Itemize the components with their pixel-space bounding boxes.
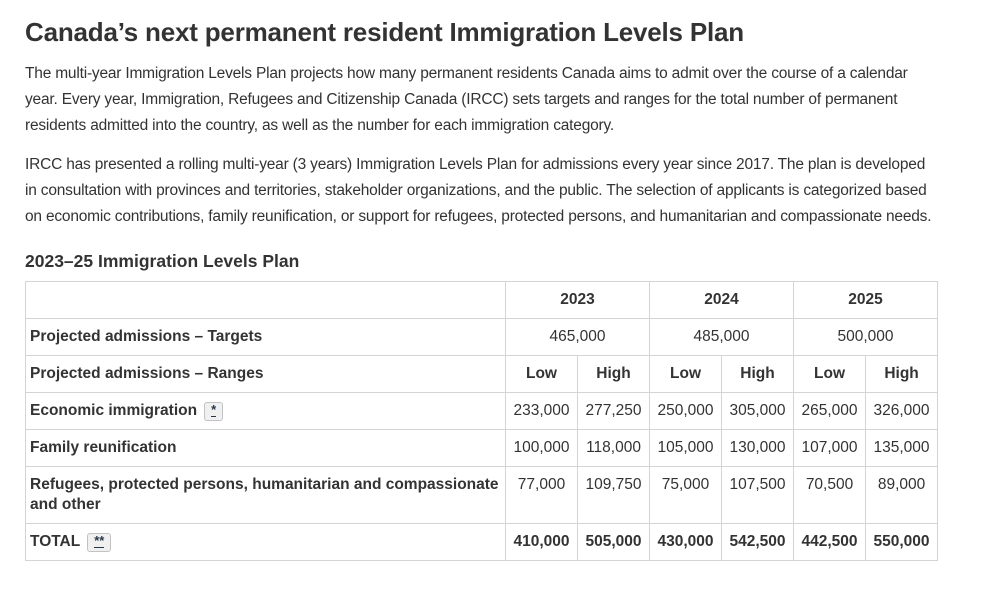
total-footnote-button[interactable]: [87, 533, 111, 552]
total-2024-low: 430,000: [650, 524, 722, 561]
range-head-2023-high: High: [578, 356, 650, 393]
refugees-2024-low: 75,000: [650, 467, 722, 524]
refugees-2023-low: 77,000: [506, 467, 578, 524]
refugees-2024-high: 107,500: [722, 467, 794, 524]
refugees-2025-high: 89,000: [866, 467, 938, 524]
economic-2023-low: 233,000: [506, 393, 578, 430]
economic-2024-high: 305,000: [722, 393, 794, 430]
range-head-2024-low: Low: [650, 356, 722, 393]
total-label: TOTAL: [30, 533, 81, 550]
economic-2025-high: 326,000: [866, 393, 938, 430]
range-head-2023-low: Low: [506, 356, 578, 393]
table-row-years: [26, 282, 938, 319]
range-head-2024-high: High: [722, 356, 794, 393]
family-2023-high: 118,000: [578, 430, 650, 467]
row-label-economic: [26, 393, 506, 430]
total-2024-high: 542,500: [722, 524, 794, 561]
family-2023-low: 100,000: [506, 430, 578, 467]
empty-corner-cell: [26, 282, 506, 319]
economic-2025-low: 265,000: [794, 393, 866, 430]
table-row-family: [26, 430, 938, 467]
economic-2023-high: 277,250: [578, 393, 650, 430]
total-2023-high: 505,000: [578, 524, 650, 561]
total-2025-high: 550,000: [866, 524, 938, 561]
row-label-refugees: Refugees, protected persons, humanitarian and compassionate and other: [26, 467, 506, 524]
row-label-total: [26, 524, 506, 561]
range-head-2025-high: High: [866, 356, 938, 393]
family-2025-low: 107,000: [794, 430, 866, 467]
immigration-levels-table: [25, 281, 938, 561]
page-title: Canada’s next permanent resident Immigration Levels Plan: [25, 17, 744, 47]
economic-2024-low: 250,000: [650, 393, 722, 430]
asterisk-icon: *: [211, 402, 217, 417]
family-2024-high: 130,000: [722, 430, 794, 467]
target-2023: 465,000: [506, 319, 650, 356]
intro-paragraph-2: IRCC has presented a rolling multi-year (3 years) Immigration Levels Plan for admissions every year since 2017. The plan is developed in consultation with provinces and territories, stakeholder organizations, and the public. The selection of applicants is categorized based on economic contributions, family reunification, or support for refugees, protected persons, and humanitarian and compassionate needs.: [25, 156, 932, 225]
double-asterisk-icon: **: [94, 533, 105, 548]
refugees-2025-low: 70,500: [794, 467, 866, 524]
total-2023-low: 410,000: [506, 524, 578, 561]
row-label-ranges: Projected admissions – Ranges: [26, 356, 506, 393]
economic-footnote-button[interactable]: [204, 402, 223, 421]
intro-paragraph-1: The multi-year Immigration Levels Plan projects how many permanent residents Canada aims to admit over the course of a calendar year. Every year, Immigration, Refugees and Citizenship Canada (IRCC) sets targets and ranges for the total number of permanent residents admitted into the country, as well as the number for each immigration category.: [25, 65, 908, 134]
table-row-refugees: [26, 467, 938, 524]
target-2024: 485,000: [650, 319, 794, 356]
total-2025-low: 442,500: [794, 524, 866, 561]
row-label-targets: Projected admissions – Targets: [26, 319, 506, 356]
table-row-economic: [26, 393, 938, 430]
section-heading: 2023–25 Immigration Levels Plan: [25, 251, 300, 271]
economic-immigration-label: Economic immigration: [30, 402, 198, 419]
range-head-2025-low: Low: [794, 356, 866, 393]
table-row-ranges: [26, 356, 938, 393]
year-header-2025: 2025: [794, 282, 938, 319]
year-header-2023: 2023: [506, 282, 650, 319]
table-row-targets: [26, 319, 938, 356]
target-2025: 500,000: [794, 319, 938, 356]
year-header-2024: 2024: [650, 282, 794, 319]
table-row-total: [26, 524, 938, 561]
family-2024-low: 105,000: [650, 430, 722, 467]
row-label-family: Family reunification: [26, 430, 506, 467]
family-2025-high: 135,000: [866, 430, 938, 467]
refugees-2023-high: 109,750: [578, 467, 650, 524]
